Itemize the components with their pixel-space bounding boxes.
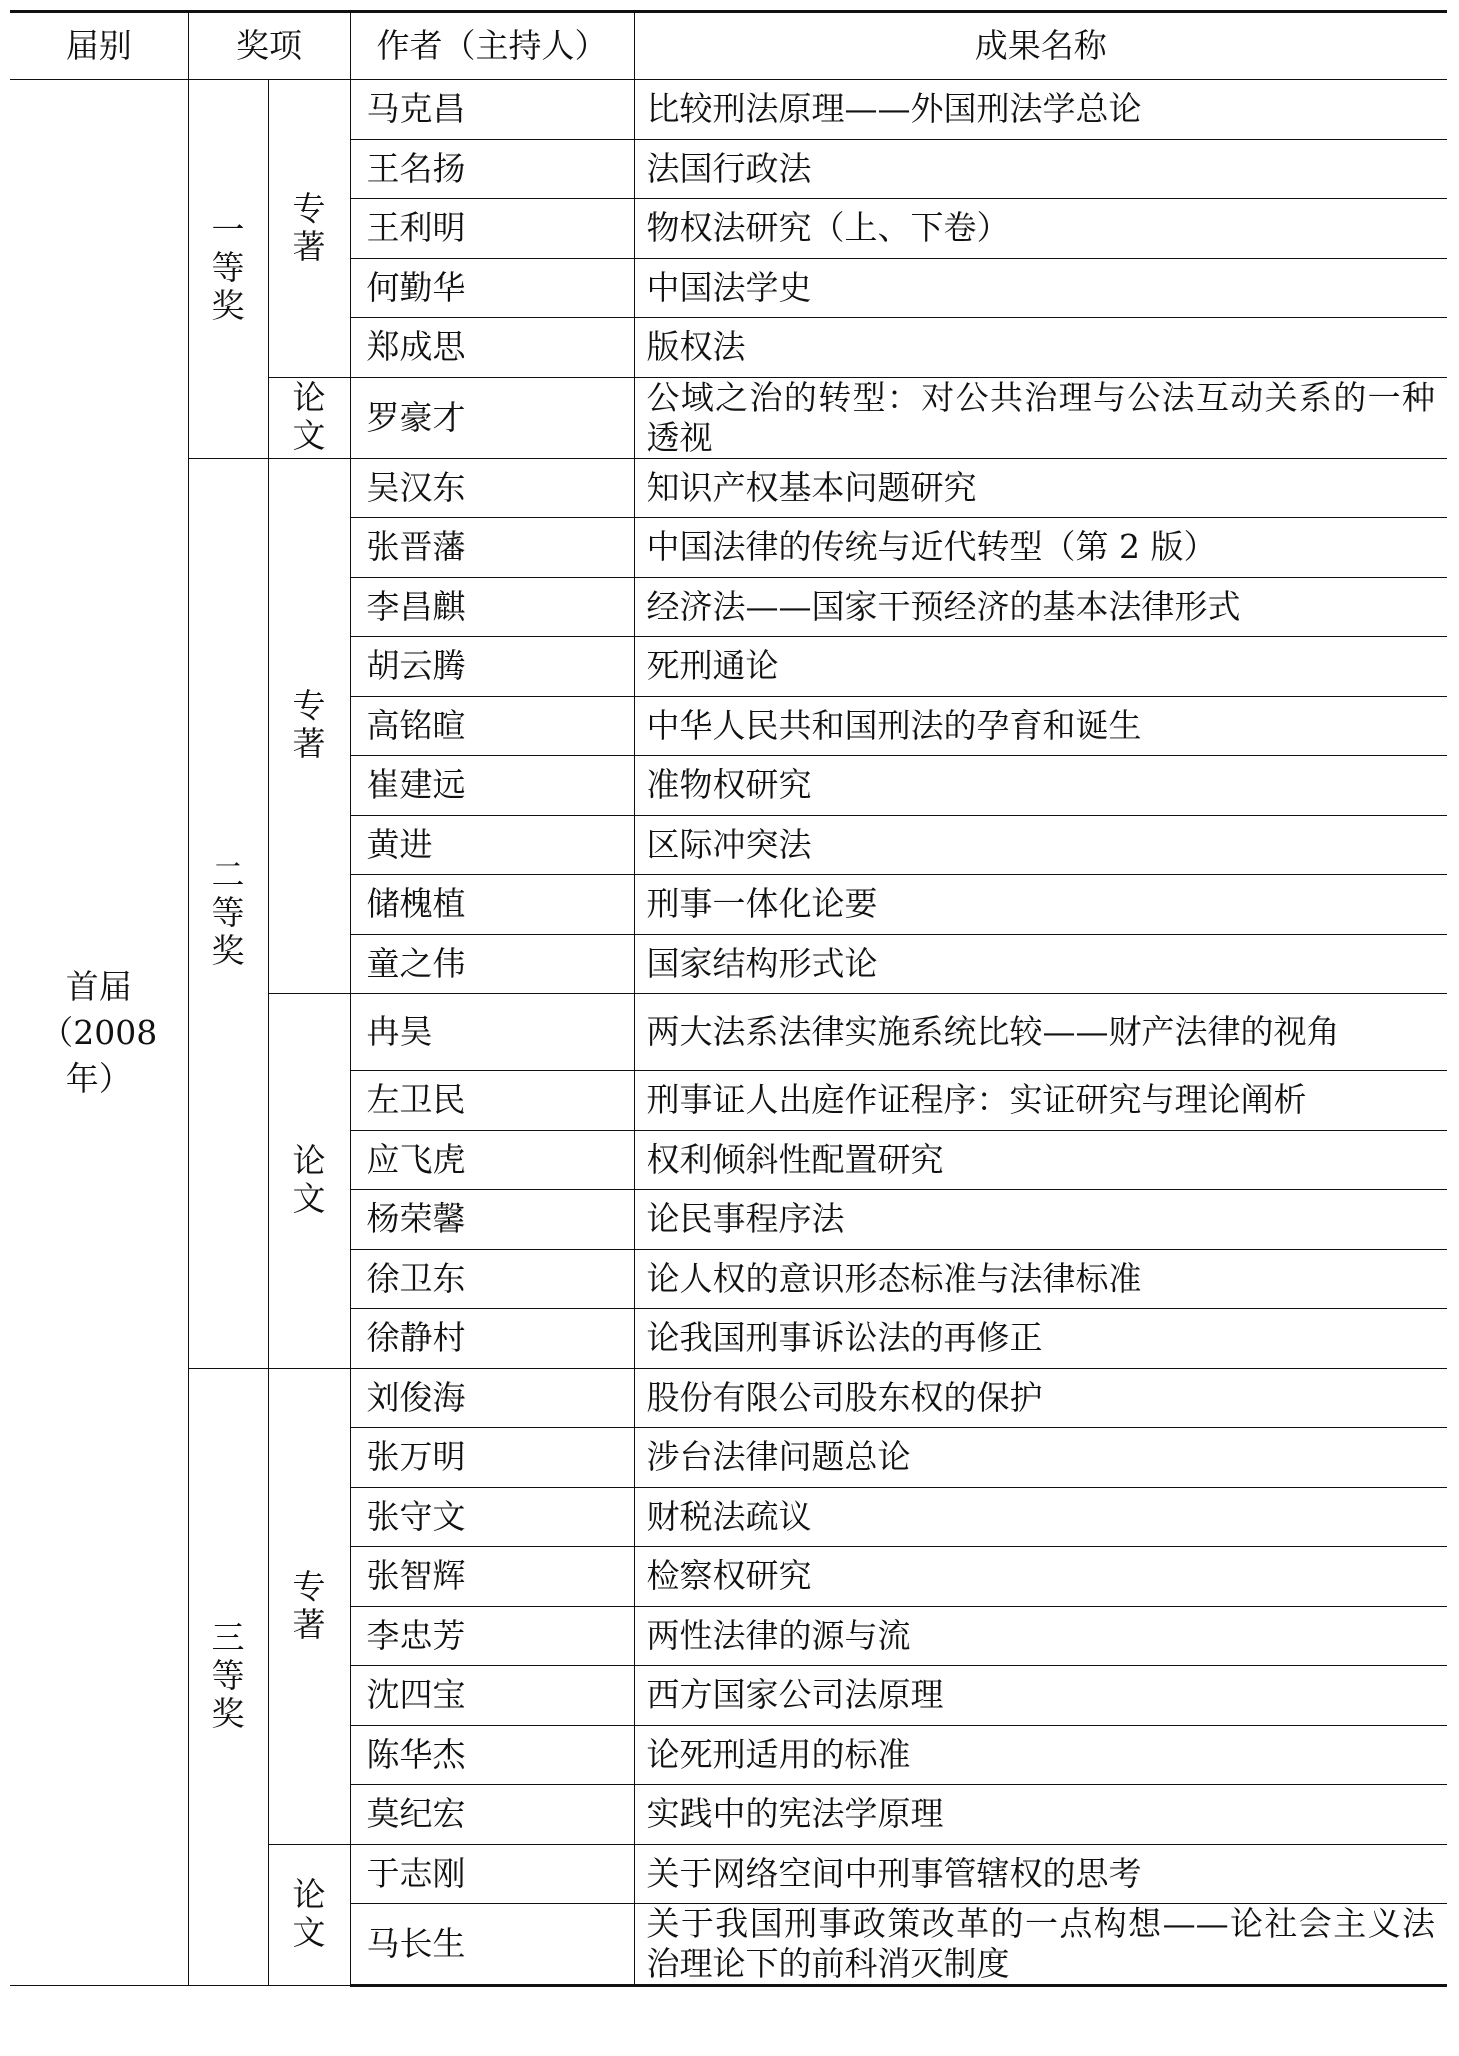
prize-cell — [188, 458, 268, 1368]
title-cell: 西方国家公司法原理 — [634, 1666, 1447, 1726]
award-table — [10, 10, 1447, 1987]
title-cell: 论我国刑事诉讼法的再修正 — [634, 1309, 1447, 1369]
title-cell: 中国法学史 — [634, 258, 1447, 318]
title-cell: 涉台法律问题总论 — [634, 1428, 1447, 1488]
title-cell: 论民事程序法 — [634, 1190, 1447, 1250]
author-cell: 黄进 — [350, 815, 634, 875]
author-cell: 于志刚 — [350, 1844, 634, 1904]
prize-label: 二等奖 — [211, 854, 245, 970]
title-cell: 实践中的宪法学原理 — [634, 1785, 1447, 1845]
prize-cell — [188, 80, 268, 459]
category-label: 专著 — [292, 188, 326, 266]
title-cell: 知识产权基本问题研究 — [634, 458, 1447, 518]
title-cell: 经济法——国家干预经济的基本法律形式 — [634, 577, 1447, 637]
author-cell: 杨荣馨 — [350, 1190, 634, 1250]
author-cell: 王利明 — [350, 199, 634, 259]
title-cell: 版权法 — [634, 318, 1447, 378]
table-body — [10, 80, 1447, 1986]
author-cell: 张智辉 — [350, 1547, 634, 1607]
title-cell: 公域之治的转型：对公共治理与公法互动关系的一种透视 — [634, 377, 1447, 458]
title-cell: 物权法研究（上、下卷） — [634, 199, 1447, 259]
author-cell: 徐静村 — [350, 1309, 634, 1369]
title-cell: 国家结构形式论 — [634, 934, 1447, 994]
title-cell: 法国行政法 — [634, 139, 1447, 199]
title-cell: 权利倾斜性配置研究 — [634, 1130, 1447, 1190]
author-cell: 储槐植 — [350, 875, 634, 935]
category-cell — [268, 1844, 350, 1986]
title-cell: 刑事一体化论要 — [634, 875, 1447, 935]
category-label: 论文 — [292, 1141, 326, 1219]
author-cell: 高铭暄 — [350, 696, 634, 756]
category-label: 论文 — [292, 1875, 326, 1953]
title-cell: 区际冲突法 — [634, 815, 1447, 875]
title-cell: 财税法疏议 — [634, 1487, 1447, 1547]
session-name: 首届 — [65, 966, 132, 1006]
title-cell: 刑事证人出庭作证程序：实证研究与理论阐析 — [634, 1071, 1447, 1131]
title-cell: 论人权的意识形态标准与法律标准 — [634, 1249, 1447, 1309]
title-cell: 死刑通论 — [634, 637, 1447, 697]
category-label: 论文 — [292, 378, 326, 455]
category-cell — [268, 1368, 350, 1844]
category-cell — [268, 377, 350, 458]
author-cell: 沈四宝 — [350, 1666, 634, 1726]
award-table-container — [10, 10, 1447, 1987]
author-cell: 马长生 — [350, 1904, 634, 1986]
title-cell: 中华人民共和国刑法的孕育和诞生 — [634, 696, 1447, 756]
table-row — [10, 1368, 1447, 1428]
title-cell: 两性法律的源与流 — [634, 1606, 1447, 1666]
author-cell: 左卫民 — [350, 1071, 634, 1131]
category-label: 专著 — [292, 1566, 326, 1644]
category-cell — [268, 994, 350, 1369]
header-session: 届别 — [10, 12, 188, 80]
author-cell: 童之伟 — [350, 934, 634, 994]
title-cell: 关于我国刑事政策改革的一点构想——论社会主义法治理论下的前科消灭制度 — [634, 1904, 1447, 1986]
title-cell: 关于网络空间中刑事管辖权的思考 — [634, 1844, 1447, 1904]
session-year: （2008 年） — [40, 1012, 158, 1098]
title-cell: 论死刑适用的标准 — [634, 1725, 1447, 1785]
header-title: 成果名称 — [634, 12, 1447, 80]
author-cell: 张万明 — [350, 1428, 634, 1488]
prize-label: 三等奖 — [211, 1618, 245, 1734]
table-row — [10, 80, 1447, 140]
header-row — [10, 12, 1447, 80]
title-cell: 准物权研究 — [634, 756, 1447, 816]
title-cell: 检察权研究 — [634, 1547, 1447, 1607]
author-cell: 张守文 — [350, 1487, 634, 1547]
prize-cell — [188, 1368, 268, 1986]
header-author: 作者（主持人） — [350, 12, 634, 80]
title-cell: 股份有限公司股东权的保护 — [634, 1368, 1447, 1428]
author-cell: 莫纪宏 — [350, 1785, 634, 1845]
author-cell: 王名扬 — [350, 139, 634, 199]
author-cell: 应飞虎 — [350, 1130, 634, 1190]
title-cell: 中国法律的传统与近代转型（第 2 版） — [634, 518, 1447, 578]
author-cell: 李忠芳 — [350, 1606, 634, 1666]
author-cell: 罗豪才 — [350, 377, 634, 458]
author-cell: 郑成思 — [350, 318, 634, 378]
title-cell: 比较刑法原理——外国刑法学总论 — [634, 80, 1447, 140]
author-cell: 刘俊海 — [350, 1368, 634, 1428]
author-cell: 崔建远 — [350, 756, 634, 816]
table-row — [10, 458, 1447, 518]
category-label: 专著 — [292, 686, 326, 764]
title-cell: 两大法系法律实施系统比较——财产法律的视角 — [634, 994, 1447, 1071]
header-award: 奖项 — [188, 12, 350, 80]
category-cell — [268, 80, 350, 378]
author-cell: 张晋藩 — [350, 518, 634, 578]
author-cell: 冉昊 — [350, 994, 634, 1071]
author-cell: 徐卫东 — [350, 1249, 634, 1309]
author-cell: 胡云腾 — [350, 637, 634, 697]
author-cell: 李昌麒 — [350, 577, 634, 637]
author-cell: 马克昌 — [350, 80, 634, 140]
category-cell — [268, 458, 350, 994]
session-cell — [10, 80, 188, 1986]
author-cell: 何勤华 — [350, 258, 634, 318]
author-cell: 吴汉东 — [350, 458, 634, 518]
prize-label: 一等奖 — [211, 210, 245, 326]
author-cell: 陈华杰 — [350, 1725, 634, 1785]
